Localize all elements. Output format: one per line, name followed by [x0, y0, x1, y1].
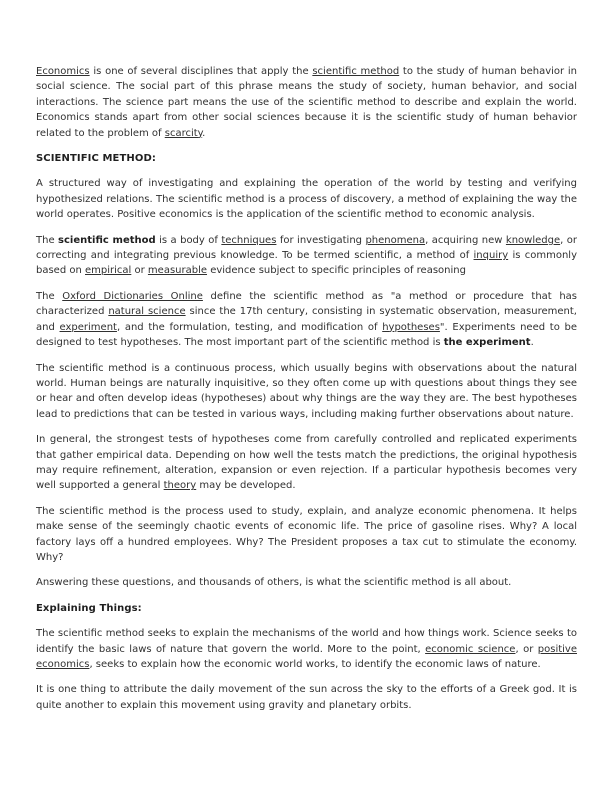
text-run: define the scientific method as "a method or procedure that has characterized [36, 290, 578, 318]
bold-text: the experiment [443, 337, 531, 349]
paragraph [36, 682, 577, 713]
paragraph [36, 626, 577, 672]
text-run: The scientific method is the process used to study, explain, and analyze economic phenomena. It helps make sense of the seemingly chaotic events of economic life. The price of gasoline rises. Why? A local factory lays off a hundred employees. Why? The President proposes a tax cut to stimulate the economy. Why? [36, 505, 577, 563]
term-link[interactable]: natural science [108, 306, 186, 318]
text-run: The [36, 234, 59, 246]
term-link[interactable]: scarcity [164, 127, 203, 139]
term-link[interactable]: theory [163, 480, 197, 492]
text-run: ". Experiments need to be designed to test hypotheses. The most important part of the scientific method is [36, 321, 578, 349]
paragraph [36, 575, 577, 590]
text-run: , or correcting and integrating previous knowledge. To be termed scientific, a method of [36, 234, 577, 262]
bold-text: scientific method [58, 234, 156, 246]
text-run: , or [515, 643, 538, 655]
text-run: The scientific method is a continuous process, which usually begins with observations about the natural world. Human beings are naturally inquisitive, so they often come up with questions about things they see or hear and often develop ideas (hypotheses) about why things are the way they are. The best hypotheses lead to predictions that can be tested in various ways, including making further observations about nature. [36, 362, 577, 420]
text-run: A structured way of investigating and explaining the operation of the world by testing and verifying hypothesized relations. The scientific method is a process of discovery, a method of explaining the way the world operates. Positive economics is the application of the scientific method to economic analysis. [36, 178, 577, 221]
text-run: is a body of [155, 234, 222, 246]
section-heading [36, 151, 577, 166]
section-heading [36, 601, 577, 616]
text-run: The scientific method seeks to explain the mechanisms of the world and how things work. Science seeks to identify the basic laws of nature that govern the world. More to the point, [36, 628, 577, 655]
term-link[interactable]: positive economics [36, 643, 577, 670]
term-link[interactable]: hypotheses [382, 321, 440, 333]
paragraph [36, 504, 577, 566]
paragraph [36, 233, 577, 279]
bold-text: SCIENTIFIC METHOD: [36, 153, 156, 165]
paragraph [36, 432, 577, 494]
text-run: is one of several disciplines that apply the [89, 66, 313, 77]
text-run: . [530, 337, 534, 349]
term-link[interactable]: phenomena [365, 234, 426, 246]
paragraph [36, 64, 577, 141]
term-link[interactable]: experiment [59, 321, 117, 333]
text-run: The [36, 290, 63, 302]
term-link[interactable]: scientific method [312, 66, 400, 77]
text-run: or [131, 265, 148, 277]
term-link[interactable]: knowledge [505, 234, 561, 246]
text-run: since the 17th century, consisting in systematic observation, measurement, and [36, 306, 577, 333]
term-link[interactable]: techniques [221, 234, 277, 246]
text-run: to the study of human behavior in social science. The social part of this phrase means the study of society, human behavior, and social interactions. The science part means the use of the scientific method to describe and explain the world. Economics stands apart from other social sciences because it is the scientific study of human behavior related to the problem of [36, 66, 577, 139]
paragraph [36, 176, 577, 222]
text-run: , acquiring new [425, 234, 506, 246]
term-link[interactable]: Economics [36, 66, 90, 77]
text-run: . [202, 127, 206, 139]
term-link[interactable]: Oxford Dictionaries Online [62, 290, 203, 302]
term-link[interactable]: measurable [147, 265, 208, 277]
term-link[interactable]: empirical [85, 265, 132, 277]
term-link[interactable]: economic science [425, 643, 516, 655]
text-run: Answering these questions, and thousands of others, is what the scientific method is all about. [36, 577, 512, 589]
text-run: In general, the strongest tests of hypotheses come from carefully controlled and replicated experiments that gather empirical data. Depending on how well the tests match the predictions, the original hypothesis may require refinement, alteration, expansion or even rejection. If a particular hypothesis becomes very well supported a general [36, 434, 577, 492]
paragraph [36, 289, 577, 351]
text-run: evidence subject to specific principles of reasoning [207, 265, 466, 277]
text-run: , seeks to explain how the economic world works, to identify the economic laws of nature. [89, 659, 541, 670]
document-content [36, 64, 577, 713]
text-run: is commonly based on [36, 250, 577, 277]
bold-text: Explaining Things: [36, 602, 142, 614]
term-link[interactable]: inquiry [473, 250, 509, 262]
text-run: It is one thing to attribute the daily movement of the sun across the sky to the efforts of a Greek god. It is quite another to explain this movement using gravity and planetary orbits. [36, 684, 577, 711]
paragraph [36, 361, 577, 423]
text-run: , and the formulation, testing, and modification of [116, 321, 383, 333]
text-run: for investigating [276, 234, 366, 246]
text-run: may be developed. [196, 480, 296, 492]
